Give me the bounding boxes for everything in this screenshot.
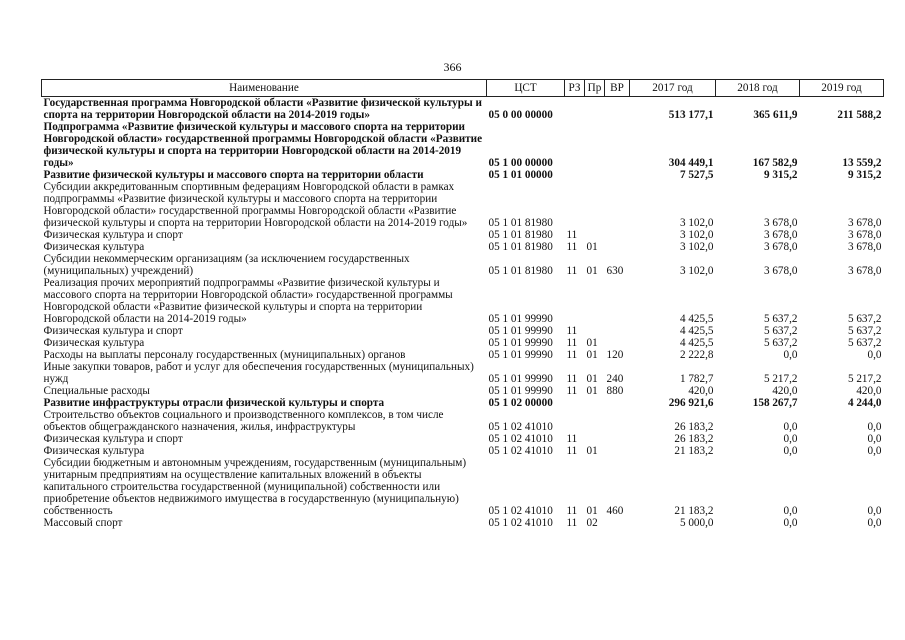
row-value-2018: 0,0 xyxy=(783,421,798,433)
row-vr: 460 xyxy=(606,505,624,517)
row-value-2017: 2 222,8 xyxy=(679,349,714,361)
row-value-2018: 5 637,2 xyxy=(763,337,798,349)
row-value-2018: 5 637,2 xyxy=(763,325,798,337)
row-value-2018: 365 611,9 xyxy=(753,109,798,121)
table-header-row xyxy=(42,80,884,97)
row-value-2019: 3 678,0 xyxy=(847,229,882,241)
table-row xyxy=(42,409,884,433)
row-rz: 11 xyxy=(566,241,578,253)
row-value-2018: 5 217,2 xyxy=(763,373,798,385)
row-rz xyxy=(565,409,585,433)
row-cst: 05 1 01 99990 xyxy=(488,313,553,325)
row-rz xyxy=(565,277,585,325)
row-rz xyxy=(565,97,585,122)
row-rz xyxy=(565,121,585,169)
table-row xyxy=(42,445,884,457)
row-value-2017: 3 102,0 xyxy=(679,229,714,241)
table-row xyxy=(42,457,884,517)
row-value-2017: 7 527,5 xyxy=(679,169,714,181)
row-value-2019: 3 678,0 xyxy=(847,265,882,277)
row-cst: 05 1 01 81980 xyxy=(488,241,553,253)
row-value-2019: 9 315,2 xyxy=(847,169,882,181)
row-name: Физическая культура и спорт xyxy=(43,325,183,337)
row-value-2018: 0,0 xyxy=(783,517,798,529)
table-row xyxy=(42,361,884,385)
row-rz: 11 xyxy=(566,445,578,457)
row-value-2019: 5 637,2 xyxy=(847,313,882,325)
header-2019: 2019 год xyxy=(800,80,884,97)
row-value-2017: 26 183,2 xyxy=(674,421,714,433)
row-name: Субсидии некоммерческим организациям (за исключением государственных (муниципальных) учреждений) xyxy=(43,253,410,277)
table-row xyxy=(42,241,884,253)
row-name: Субсидии бюджетным и автономным учреждениям, государственным (муниципальным) унитарным предприятиям на осуществление капитальных вложений в объекты капитального строительства государственной (муниципальной) собственности или приобретение объектов недвижимого имущества в государственную (муниципальную) собственность xyxy=(43,457,467,517)
row-name: Физическая культура xyxy=(43,445,145,457)
table-row xyxy=(42,337,884,349)
row-value-2018: 0,0 xyxy=(783,433,798,445)
row-cst: 05 1 01 99990 xyxy=(488,385,553,397)
row-cst: 05 1 02 41010 xyxy=(488,505,553,517)
row-vr xyxy=(605,445,630,457)
row-rz: 11 xyxy=(566,373,578,385)
row-value-2017: 4 425,5 xyxy=(679,337,714,349)
row-vr xyxy=(605,433,630,445)
row-vr xyxy=(605,409,630,433)
header-2018: 2018 год xyxy=(716,80,800,97)
row-vr xyxy=(605,97,630,122)
table-row xyxy=(42,169,884,181)
row-vr xyxy=(605,397,630,409)
row-pr: 01 xyxy=(586,265,598,277)
row-value-2018: 158 267,7 xyxy=(752,397,798,409)
row-cst: 05 1 01 99990 xyxy=(488,349,553,361)
table-row xyxy=(42,277,884,325)
table-row xyxy=(42,229,884,241)
row-value-2018: 167 582,9 xyxy=(752,157,798,169)
row-value-2019: 0,0 xyxy=(867,517,882,529)
row-vr xyxy=(605,229,630,241)
row-value-2019: 3 678,0 xyxy=(847,217,882,229)
row-rz: 11 xyxy=(566,349,578,361)
row-cst: 05 1 02 41010 xyxy=(488,433,553,445)
row-pr: 01 xyxy=(586,505,598,517)
row-name: Физическая культура и спорт xyxy=(43,433,183,445)
row-value-2019: 0,0 xyxy=(867,433,882,445)
row-name: Иные закупки товаров, работ и услуг для обеспечения государственных (муниципальных) нужд xyxy=(43,361,474,385)
table-row xyxy=(42,253,884,277)
row-pr xyxy=(585,397,605,409)
row-value-2018: 3 678,0 xyxy=(763,241,798,253)
row-rz xyxy=(565,181,585,229)
row-cst: 05 1 00 00000 xyxy=(488,157,553,169)
row-rz: 11 xyxy=(566,517,578,529)
row-pr: 01 xyxy=(586,349,598,361)
row-pr xyxy=(585,325,605,337)
row-vr xyxy=(605,121,630,169)
table-row xyxy=(42,325,884,337)
row-value-2017: 513 177,1 xyxy=(668,109,714,121)
row-cst: 05 1 02 41010 xyxy=(488,445,553,457)
table-row xyxy=(42,349,884,361)
row-value-2018: 420,0 xyxy=(772,385,798,397)
row-cst: 05 1 01 99990 xyxy=(488,337,553,349)
row-value-2019: 3 678,0 xyxy=(847,241,882,253)
row-vr xyxy=(605,325,630,337)
budget-table xyxy=(41,79,884,529)
row-value-2019: 0,0 xyxy=(867,505,882,517)
row-vr: 880 xyxy=(606,385,624,397)
row-value-2017: 3 102,0 xyxy=(679,217,714,229)
row-value-2017: 3 102,0 xyxy=(679,265,714,277)
row-name: Массовый спорт xyxy=(43,517,123,529)
table-row xyxy=(42,181,884,229)
row-cst: 05 1 01 00000 xyxy=(488,169,553,181)
row-value-2017: 420,0 xyxy=(688,385,714,397)
row-rz: 11 xyxy=(566,433,578,445)
row-vr xyxy=(605,181,630,229)
row-value-2019: 13 559,2 xyxy=(842,157,882,169)
row-pr xyxy=(585,229,605,241)
row-vr: 120 xyxy=(606,349,624,361)
row-name: Строительство объектов социального и производственного комплексов, в том числе объектов общегражданского назначения, жилья, инфраструктуры xyxy=(43,409,444,433)
row-vr: 630 xyxy=(606,265,624,277)
row-rz: 11 xyxy=(566,337,578,349)
row-pr: 01 xyxy=(586,445,598,457)
row-pr xyxy=(585,277,605,325)
row-name: Подпрограмма «Развитие физической культуры и массового спорта на территории Новгородской области» государственной программы Новгородской области «Развитие физической культуры и спорта на территории Новгородской области на 2014-2019 годы» xyxy=(43,121,483,169)
row-value-2018: 9 315,2 xyxy=(763,169,798,181)
row-cst: 05 1 01 99990 xyxy=(488,325,553,337)
row-vr xyxy=(605,169,630,181)
row-rz: 11 xyxy=(566,265,578,277)
header-rz: РЗ xyxy=(565,80,585,97)
row-value-2017: 3 102,0 xyxy=(679,241,714,253)
row-value-2019: 5 637,2 xyxy=(847,337,882,349)
row-rz: 11 xyxy=(566,385,578,397)
row-name: Специальные расходы xyxy=(43,385,150,397)
row-pr: 01 xyxy=(586,337,598,349)
table-row xyxy=(42,385,884,397)
row-name: Развитие инфраструктуры отрасли физической культуры и спорта xyxy=(43,397,385,409)
row-rz xyxy=(565,169,585,181)
row-cst: 05 1 01 99990 xyxy=(488,373,553,385)
row-value-2019: 0,0 xyxy=(867,421,882,433)
row-value-2017: 21 183,2 xyxy=(674,445,714,457)
row-value-2018: 3 678,0 xyxy=(763,229,798,241)
row-cst: 05 1 01 81980 xyxy=(488,229,553,241)
row-cst: 05 1 02 00000 xyxy=(488,397,553,409)
row-value-2018: 0,0 xyxy=(783,505,798,517)
header-cst: ЦСТ xyxy=(487,80,565,97)
header-2017: 2017 год xyxy=(630,80,716,97)
row-name: Развитие физической культуры и массового спорта на территории области xyxy=(43,169,424,181)
row-cst: 05 1 02 41010 xyxy=(488,517,553,529)
row-name: Расходы на выплаты персоналу государственных (муниципальных) органов xyxy=(43,349,406,361)
row-value-2017: 21 183,2 xyxy=(674,505,714,517)
row-value-2019: 420,0 xyxy=(856,385,882,397)
row-value-2017: 1 782,7 xyxy=(679,373,714,385)
row-vr xyxy=(605,277,630,325)
row-pr xyxy=(585,433,605,445)
row-value-2019: 211 588,2 xyxy=(837,109,882,121)
row-value-2018: 0,0 xyxy=(783,445,798,457)
row-name: Государственная программа Новгородской области «Развитие физической культуры и спорта на территории Новгородской области на 2014-2019 годы» xyxy=(43,97,482,121)
row-value-2017: 26 183,2 xyxy=(674,433,714,445)
row-rz: 11 xyxy=(566,325,578,337)
table-row xyxy=(42,433,884,445)
row-value-2018: 5 637,2 xyxy=(763,313,798,325)
row-pr xyxy=(585,181,605,229)
row-value-2017: 4 425,5 xyxy=(679,325,714,337)
row-value-2019: 5 217,2 xyxy=(847,373,882,385)
row-name: Физическая культура и спорт xyxy=(43,229,183,241)
row-value-2017: 296 921,6 xyxy=(668,397,714,409)
row-rz: 11 xyxy=(566,229,578,241)
row-pr: 01 xyxy=(586,241,598,253)
row-value-2019: 5 637,2 xyxy=(847,325,882,337)
row-pr: 01 xyxy=(586,373,598,385)
row-value-2017: 5 000,0 xyxy=(679,517,714,529)
row-value-2019: 0,0 xyxy=(867,349,882,361)
row-value-2017: 4 425,5 xyxy=(679,313,714,325)
row-cst: 05 1 01 81980 xyxy=(488,265,553,277)
row-value-2019: 0,0 xyxy=(867,445,882,457)
table-row xyxy=(42,97,884,122)
header-pr: Пр xyxy=(585,80,605,97)
row-pr: 02 xyxy=(586,517,598,529)
row-pr: 01 xyxy=(586,385,598,397)
header-name: Наименование xyxy=(42,80,487,97)
table-row xyxy=(42,517,884,529)
row-value-2018: 3 678,0 xyxy=(763,265,798,277)
row-pr xyxy=(585,409,605,433)
row-cst: 05 1 01 81980 xyxy=(488,217,553,229)
row-name: Реализация прочих мероприятий подпрограммы «Развитие физической культуры и массового спорта на территории Новгородской области» государственной программы Новгородской области «Развитие физической культуры и спорта на территории Новгородской области на 2014-2019 годы» xyxy=(43,277,453,325)
row-name: Физическая культура xyxy=(43,241,145,253)
row-name: Субсидии аккредитованным спортивным федерациям Новгородской области в рамках подпрограммы «Развитие физической культуры и массового спорта на территории Новгородской области» государственной программы Новгородской области «Развитие физической культуры и спорта на территории Новгородской области на 2014-2019 годы» xyxy=(43,181,468,229)
row-rz xyxy=(565,397,585,409)
row-value-2018: 0,0 xyxy=(783,349,798,361)
row-cst: 05 1 02 41010 xyxy=(488,421,553,433)
row-pr xyxy=(585,121,605,169)
row-value-2019: 4 244,0 xyxy=(847,397,882,409)
row-value-2018: 3 678,0 xyxy=(763,217,798,229)
row-pr xyxy=(585,169,605,181)
row-cst: 05 0 00 00000 xyxy=(488,109,553,121)
table-row xyxy=(42,397,884,409)
row-vr xyxy=(605,241,630,253)
row-vr xyxy=(605,517,630,529)
row-value-2017: 304 449,1 xyxy=(668,157,714,169)
row-name: Физическая культура xyxy=(43,337,145,349)
table-row xyxy=(42,121,884,169)
table-body xyxy=(42,97,884,530)
row-vr xyxy=(605,337,630,349)
row-pr xyxy=(585,97,605,122)
header-vr: ВР xyxy=(605,80,630,97)
row-rz: 11 xyxy=(566,505,578,517)
page-number: 366 xyxy=(443,60,462,74)
row-vr: 240 xyxy=(606,373,624,385)
